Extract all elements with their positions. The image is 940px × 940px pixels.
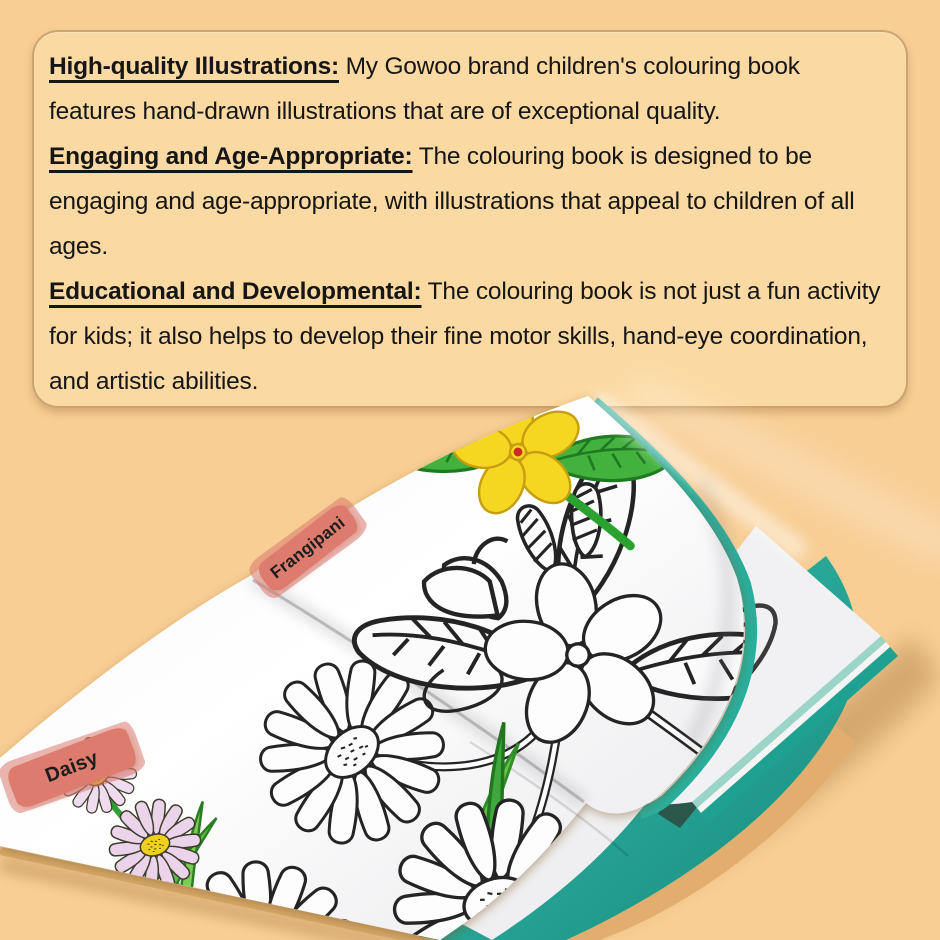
feature-text: My Gowoo brand children's colouring book features hand-drawn illustrations that are of exceptional quality.: [49, 53, 800, 125]
feature-title: Engaging and Age-Appropriate:: [49, 143, 413, 170]
feature-title: Educational and Developmental:: [49, 278, 422, 305]
daisy-label-text: Daisy: [42, 746, 102, 788]
frangipani-label-text: Frangipani: [266, 512, 349, 583]
feature-text: The colouring book is designed to be engaging and age-appropriate, with illustrations that appeal to children of all ages.: [49, 143, 855, 260]
feature-text: The colouring book is not just a fun activity for kids; it also helps to develop their fine motor skills, hand-eye coordination, and artistic abilities.: [49, 278, 881, 395]
feature-title: High-quality Illustrations:: [49, 53, 339, 80]
